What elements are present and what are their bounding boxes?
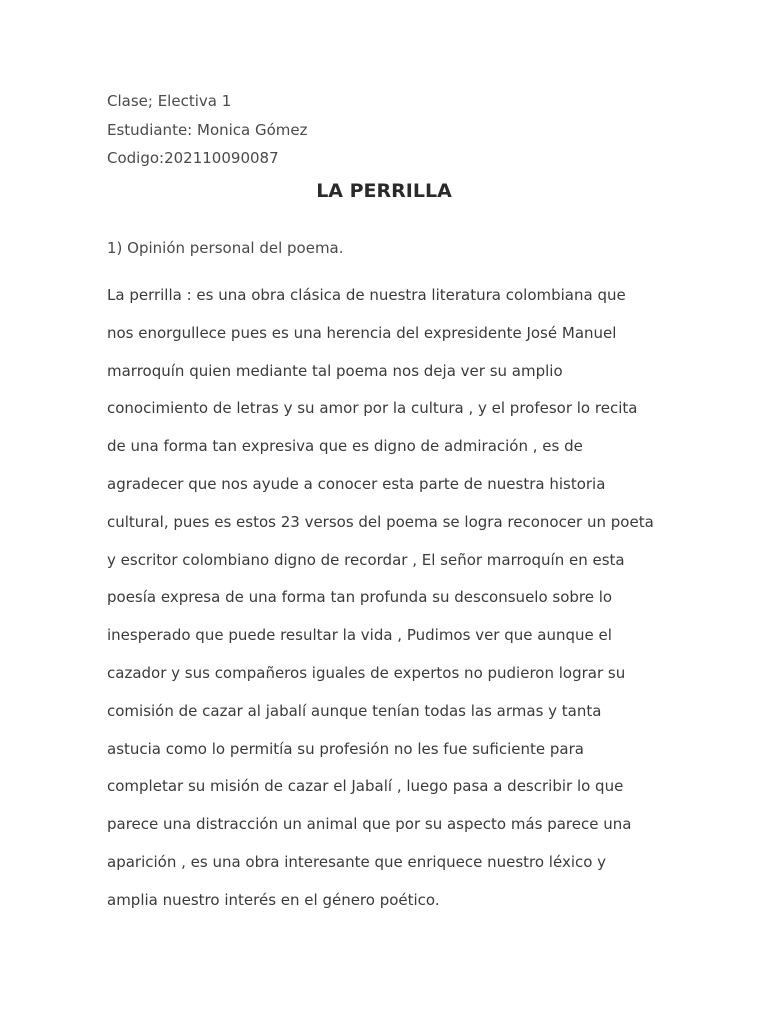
body-line: y escritor colombiano digno de recordar , El señor marroquín en esta bbox=[107, 550, 625, 569]
body-line: amplia nuestro interés en el género poético. bbox=[107, 890, 440, 909]
body-line: parece una distracción un animal que por su aspecto más parece una bbox=[107, 815, 632, 834]
class-line: Clase; Electiva 1 bbox=[107, 92, 232, 110]
body-line: cultural, pues es estos 23 versos del poema se logra reconocer un poeta bbox=[107, 512, 654, 531]
body-line: agradecer que nos ayude a conocer esta parte de nuestra historia bbox=[107, 474, 606, 493]
body-paragraph bbox=[107, 285, 707, 928]
student-line: Estudiante: Monica Gómez bbox=[107, 121, 308, 139]
body-line: inesperado que puede resultar la vida , Pudimos ver que aunque el bbox=[107, 626, 612, 645]
body-line: poesía expresa de una forma tan profunda su desconsuelo sobre lo bbox=[107, 588, 613, 607]
body-line: de una forma tan expresiva que es digno de admiración , es de bbox=[107, 437, 583, 456]
body-line: comisión de cazar al jabalí aunque tenían todas las armas y tanta bbox=[107, 701, 602, 720]
question-heading: 1) Opinión personal del poema. bbox=[107, 239, 344, 257]
body-line: conocimiento de letras y su amor por la cultura , y el profesor lo recita bbox=[107, 399, 638, 418]
body-line: cazador y sus compañeros iguales de expertos no pudieron lograr su bbox=[107, 663, 626, 682]
body-line: marroquín quien mediante tal poema nos deja ver su amplio bbox=[107, 361, 563, 380]
body-line: nos enorgullece pues es una herencia del expresidente José Manuel bbox=[107, 323, 617, 342]
body-line: completar su misión de cazar el Jabalí , luego pasa a describir lo que bbox=[107, 777, 624, 796]
document-title: LA PERRILLA bbox=[316, 180, 452, 202]
body-line: astucia como lo permitía su profesión no les fue suficiente para bbox=[107, 739, 584, 758]
code-line: Codigo:202110090087 bbox=[107, 149, 279, 167]
body-line: La perrilla : es una obra clásica de nuestra literatura colombiana que bbox=[107, 286, 626, 304]
body-line: aparición , es una obra interesante que enriquece nuestro léxico y bbox=[107, 852, 607, 871]
